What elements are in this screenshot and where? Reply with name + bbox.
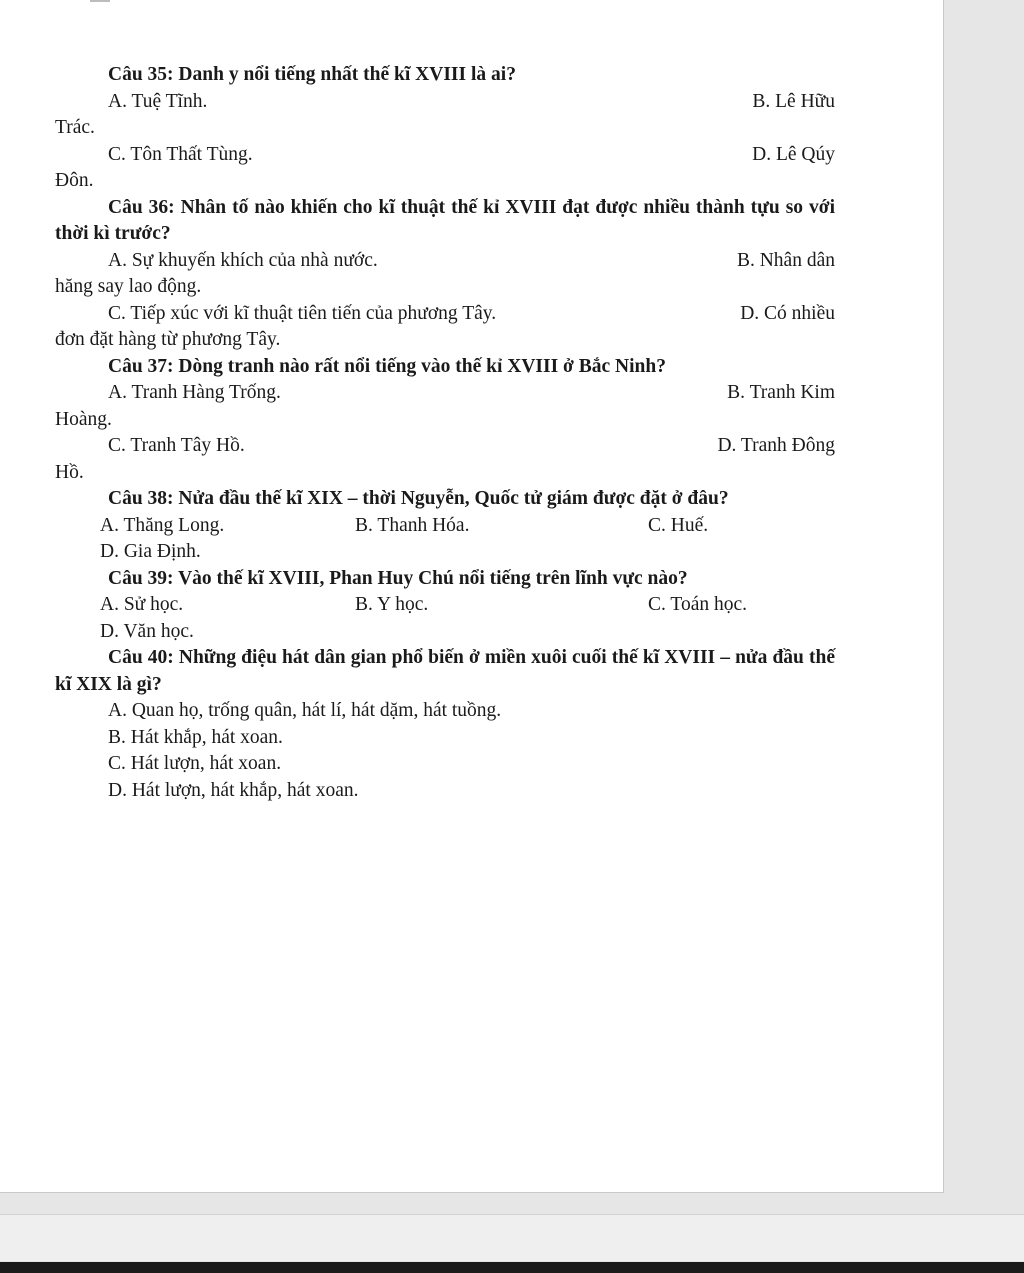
ruler-tick xyxy=(90,0,110,2)
option-a: A. Tranh Hàng Trống. xyxy=(108,382,281,403)
question-title: Câu 35: Danh y nổi tiếng nhất thế kĩ XVIII là ai? xyxy=(108,64,516,85)
option-b: B. Lê Hữu xyxy=(752,90,835,112)
question-37 xyxy=(55,354,835,487)
option-a: A. Tuệ Tĩnh. xyxy=(108,90,208,112)
option-b: B. Nhân dân xyxy=(736,249,835,271)
option-d: D. Gia Định. xyxy=(100,541,201,562)
question-title: Câu 38: Nửa đầu thế kĩ XIX – thời Nguyễn, Quốc tử giám được đặt ở đâu? xyxy=(108,488,729,509)
option-a: A. Sử học. xyxy=(100,594,184,615)
option-d-continued: Hồ. xyxy=(55,461,84,483)
question-title: Câu 39: Vào thế kĩ XVIII, Phan Huy Chú nổi tiếng trên lĩnh vực nào? xyxy=(108,567,688,589)
option-d: D. Lê Qúy xyxy=(752,143,835,165)
option-d-continued: Đôn. xyxy=(55,170,94,191)
option-d: D. Hát lượn, hát khắp, hát xoan. xyxy=(108,779,359,801)
option-c: C. Huế. xyxy=(648,514,709,536)
question-38 xyxy=(55,486,835,566)
option-c: C. Tranh Tây Hồ. xyxy=(108,435,245,456)
option-b: B. Thanh Hóa. xyxy=(355,514,470,536)
option-b-continued: hăng say lao động. xyxy=(55,276,202,297)
screen-bottom-edge xyxy=(0,1262,1024,1273)
question-36 xyxy=(55,195,835,354)
option-d: D. Văn học. xyxy=(100,620,194,642)
option-d: D. Có nhiều xyxy=(740,302,835,324)
document-content xyxy=(55,62,835,804)
question-40 xyxy=(55,645,835,804)
option-d-continued: đơn đặt hàng từ phương Tây. xyxy=(55,329,281,350)
question-39 xyxy=(55,566,835,646)
option-a: A. Thăng Long. xyxy=(100,514,225,536)
viewer-gutter xyxy=(0,1214,1024,1261)
option-c: C. Tôn Thất Tùng. xyxy=(108,143,253,165)
question-35 xyxy=(55,62,835,195)
question-title: Câu 40: Những điệu hát dân gian phổ biến ở miền xuôi cuối thế kĩ XVIII – nửa đầu thế kĩ XIX là gì? xyxy=(55,647,835,695)
option-c: C. Toán học. xyxy=(648,594,748,615)
option-a: A. Quan họ, trống quân, hát lí, hát dặm, hát tuồng. xyxy=(108,700,502,721)
option-c: C. Tiếp xúc với kĩ thuật tiên tiến của phương Tây. xyxy=(108,302,497,324)
option-b-continued: Hoàng. xyxy=(55,408,112,430)
option-a: A. Sự khuyến khích của nhà nước. xyxy=(108,249,378,271)
option-d: D. Tranh Đông xyxy=(717,435,835,456)
option-c: C. Hát lượn, hát xoan. xyxy=(108,753,282,774)
option-b-continued: Trác. xyxy=(55,117,95,138)
option-b: B. Y học. xyxy=(355,594,429,615)
question-title: Câu 37: Dòng tranh nào rất nổi tiếng vào thế kỉ XVIII ở Bắc Ninh? xyxy=(108,355,666,377)
question-title: Câu 36: Nhân tố nào khiến cho kĩ thuật thế kỉ XVIII đạt được nhiều thành tựu so với thời kì trước? xyxy=(55,196,835,244)
option-b: B. Hát khắp, hát xoan. xyxy=(108,726,283,748)
option-b: B. Tranh Kim xyxy=(727,382,835,403)
